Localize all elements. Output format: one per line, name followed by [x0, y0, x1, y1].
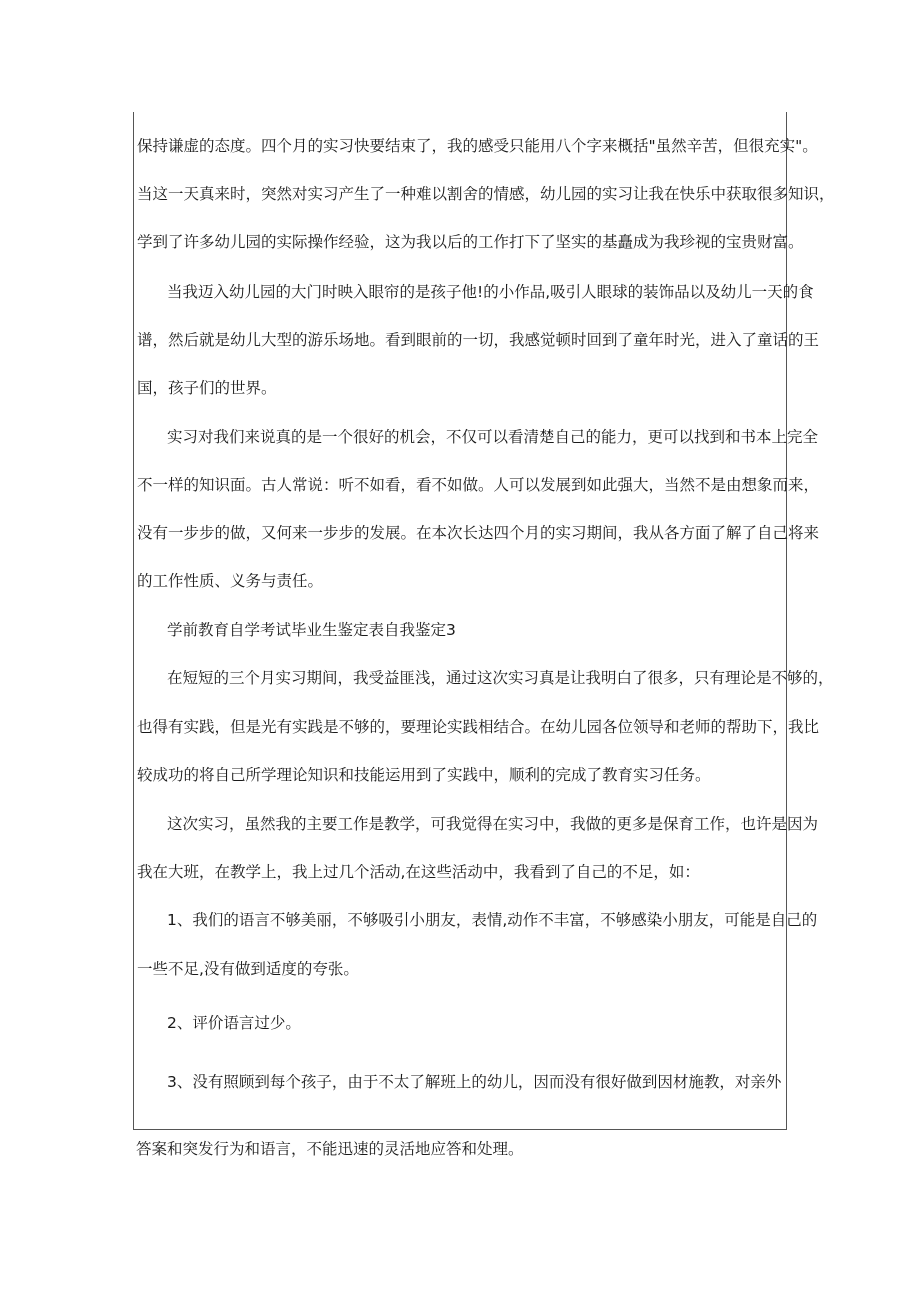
text-line: 我在大班，在教学上，我上过几个活动,在这些活动中，我看到了自己的不足，如：	[137, 863, 700, 881]
text-line: 一些不足,没有做到适度的夸张。	[137, 960, 359, 978]
section-heading: 学前教育自学考试毕业生鉴定表自我鉴定3	[167, 621, 456, 639]
paragraph-start-line: 实习对我们来说真的是一个很好的机会，不仅可以看清楚自己的能力，更可以找到和书本上完全	[167, 428, 819, 446]
text-line: 没有一步步的做，又何来一步步的发展。在本次长达四个月的实习期间，我从各方面了解了自己将来	[137, 524, 820, 542]
paragraph-start-line: 在短短的三个月实习期间，我受益匪浅，通过这次实习真是让我明白了很多，只有理论是不够的，	[167, 669, 834, 687]
text-line: 较成功的将自己所学理论知识和技能运用到了实践中，顺利的完成了教育实习任务。	[137, 766, 711, 784]
text-line-below-frame: 答案和突发行为和语言，不能迅速的灵活地应答和处理。	[136, 1140, 524, 1158]
list-item-line: 1、我们的语言不够美丽，不够吸引小朋友，表情,动作不丰富，不够感染小朋友，可能是自己的	[167, 911, 818, 929]
paragraph-start-line: 当我迈入幼儿园的大门时映入眼帘的是孩子他!的小作品,吸引人眼球的装饰品以及幼儿一天的食	[167, 283, 814, 301]
paragraph-start-line: 这次实习，虽然我的主要工作是教学，可我觉得在实习中，我做的更多是保育工作，也许是因为	[167, 815, 819, 833]
text-line: 也得有实践，但是光有实践是不够的，要理论实践相结合。在幼儿园各位领导和老师的帮助下，我比	[137, 718, 820, 736]
text-line: 当这一天真来时，突然对实习产生了一种难以割舍的情感，幼儿园的实习让我在快乐中获取很多知识，	[137, 185, 835, 203]
list-item-line: 3、没有照顾到每个孩子，由于不太了解班上的幼儿，因而没有很好做到因材施教，对亲外	[167, 1073, 782, 1091]
text-line: 不一样的知识面。古人常说：听不如看，看不如做。人可以发展到如此强大，当然不是由想象而来，	[137, 476, 820, 494]
text-line: 谱，然后就是幼儿大型的游乐场地。看到眼前的一切，我感觉顿时回到了童年时光，进入了童话的王	[137, 331, 820, 349]
text-line: 的工作性质、义务与责任。	[137, 572, 324, 590]
text-line: 保持谦虚的态度。四个月的实习快要结束了，我的感受只能用八个字来概括"虽然辛苦，但很充实"。	[137, 137, 818, 155]
text-line: 学到了许多幼儿园的实际操作经验，这为我以后的工作打下了坚实的基矗成为我珍视的宝贵财富。	[137, 233, 804, 251]
list-item-line: 2、评价语言过少。	[167, 1014, 301, 1032]
text-line: 国，孩子们的世界。	[137, 379, 277, 397]
